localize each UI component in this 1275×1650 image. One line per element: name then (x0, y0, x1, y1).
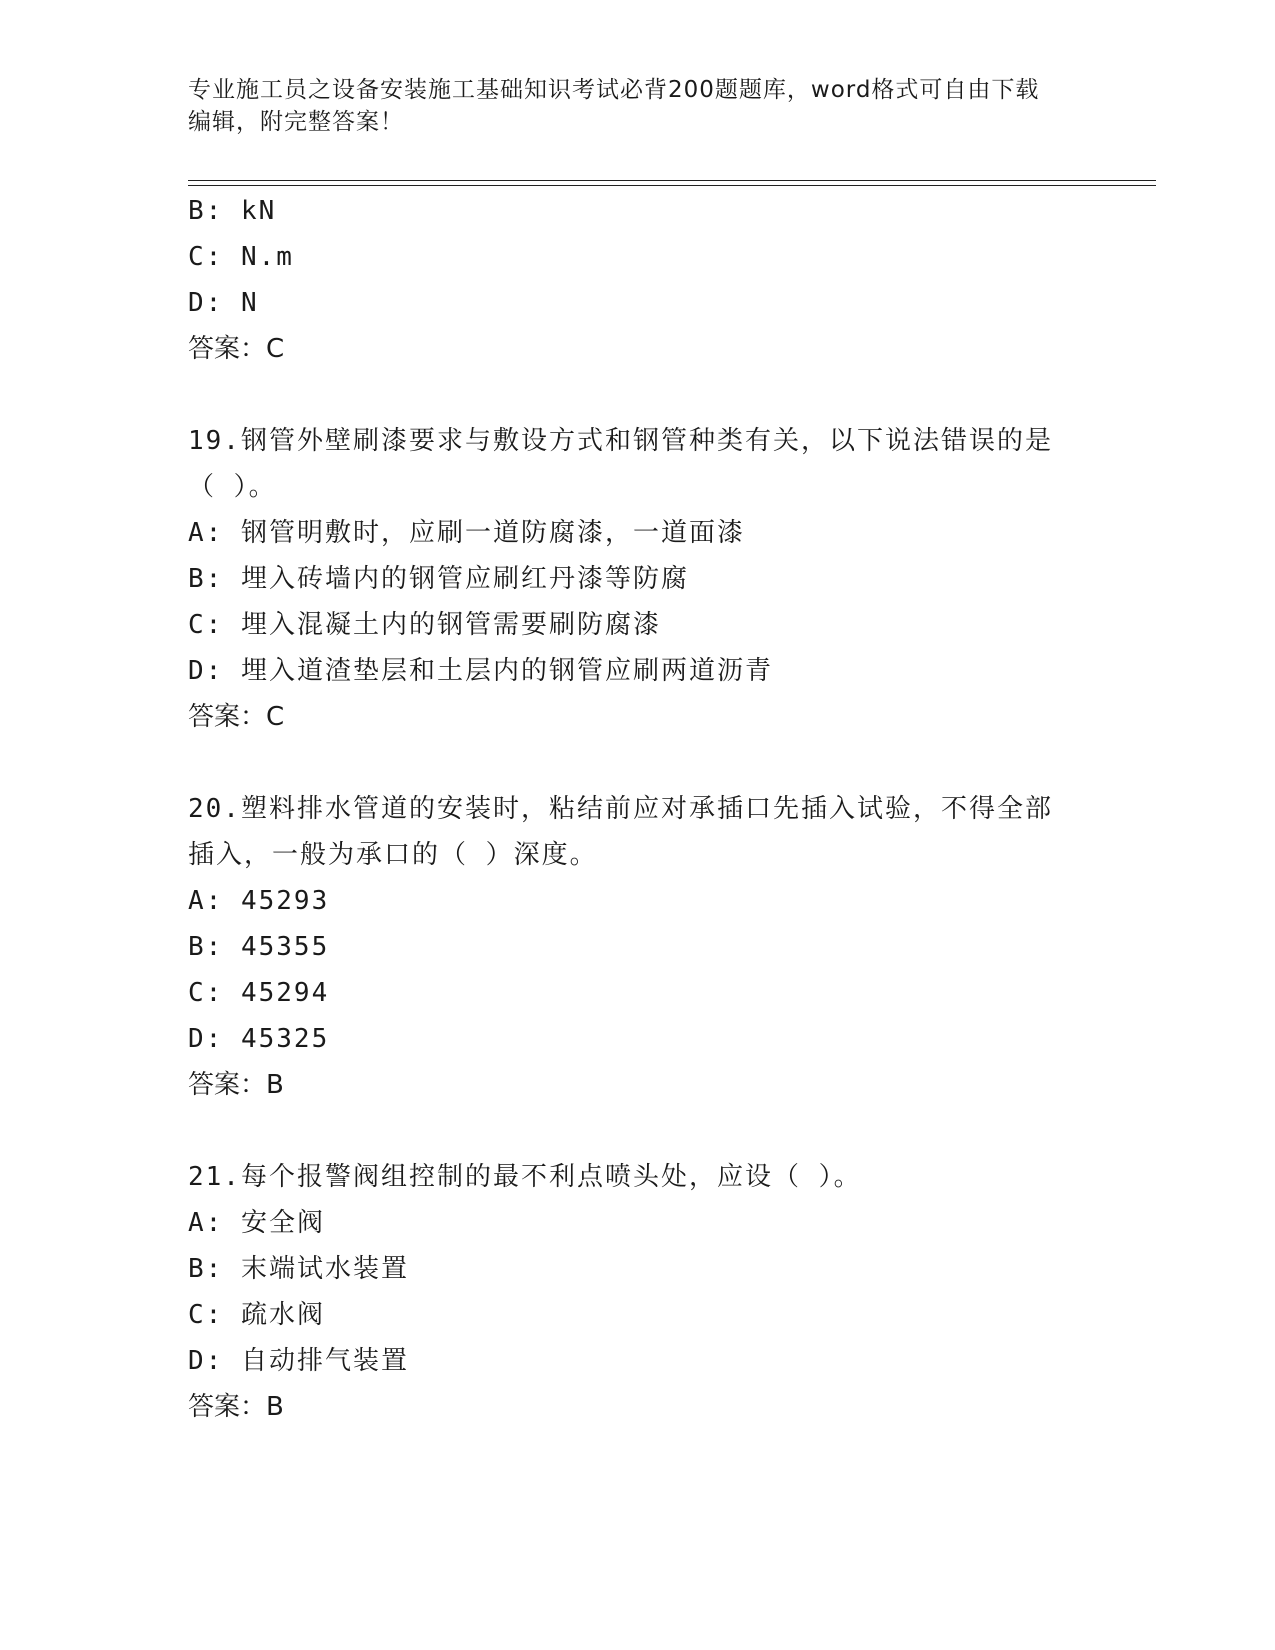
question-text (188, 418, 1088, 510)
question-21 (188, 1154, 1088, 1430)
option-a: A: 安全阀 (188, 1208, 325, 1238)
option-c: C: 疏水阀 (188, 1300, 325, 1330)
option-a: A: 45293 (188, 886, 330, 916)
spacer (188, 372, 1088, 418)
question-text-line: 插入，一般为承口的（ ）深度。 (188, 840, 598, 870)
option-b: B: 45355 (188, 932, 330, 962)
header-divider-bottom (188, 185, 1156, 186)
option-a: A: 钢管明敷时，应刷一道防腐漆，一道面漆 (188, 518, 745, 548)
answer-line: 答案：C (188, 334, 285, 364)
option-b: B: 埋入砖墙内的钢管应刷红丹漆等防腐 (188, 564, 689, 594)
option-c: C: 埋入混凝土内的钢管需要刷防腐漆 (188, 610, 661, 640)
header-title-line-2: 编辑，附完整答案！ (188, 109, 404, 135)
question-list (188, 188, 1088, 1430)
question-text-line: 20.塑料排水管道的安装时，粘结前应对承插口先插入试验，不得全部 (188, 794, 1053, 824)
question-19 (188, 418, 1088, 740)
question-18-continued (188, 188, 1088, 372)
answer-line: 答案：B (188, 1070, 284, 1100)
question-text-line: 21.每个报警阀组控制的最不利点喷头处，应设（ ）。 (188, 1162, 862, 1192)
option-d: D: 自动排气装置 (188, 1346, 409, 1376)
option-d: D: 埋入道渣垫层和土层内的钢管应刷两道沥青 (188, 656, 773, 686)
option-b: B: kN (188, 196, 277, 226)
option-c: C: 45294 (188, 978, 330, 1008)
question-text-line: 19.钢管外壁刷漆要求与敷设方式和钢管种类有关，以下说法错误的是 (188, 426, 1053, 456)
spacer (188, 740, 1088, 786)
option-d: D: 45325 (188, 1024, 330, 1054)
header-title-line-1: 专业施工员之设备安装施工基础知识考试必背200题题库，word格式可自由下载 (188, 77, 1040, 103)
question-text-line: （ ）。 (188, 472, 277, 502)
header-divider-top (188, 180, 1156, 181)
option-b: B: 末端试水装置 (188, 1254, 409, 1284)
answer-line: 答案：B (188, 1392, 284, 1422)
question-text (188, 786, 1088, 878)
question-20 (188, 786, 1088, 1108)
document-header (188, 74, 1088, 138)
answer-line: 答案：C (188, 702, 285, 732)
spacer (188, 1108, 1088, 1154)
option-c: C: N.m (188, 242, 294, 272)
option-d: D: N (188, 288, 259, 318)
question-text (188, 1154, 1088, 1200)
